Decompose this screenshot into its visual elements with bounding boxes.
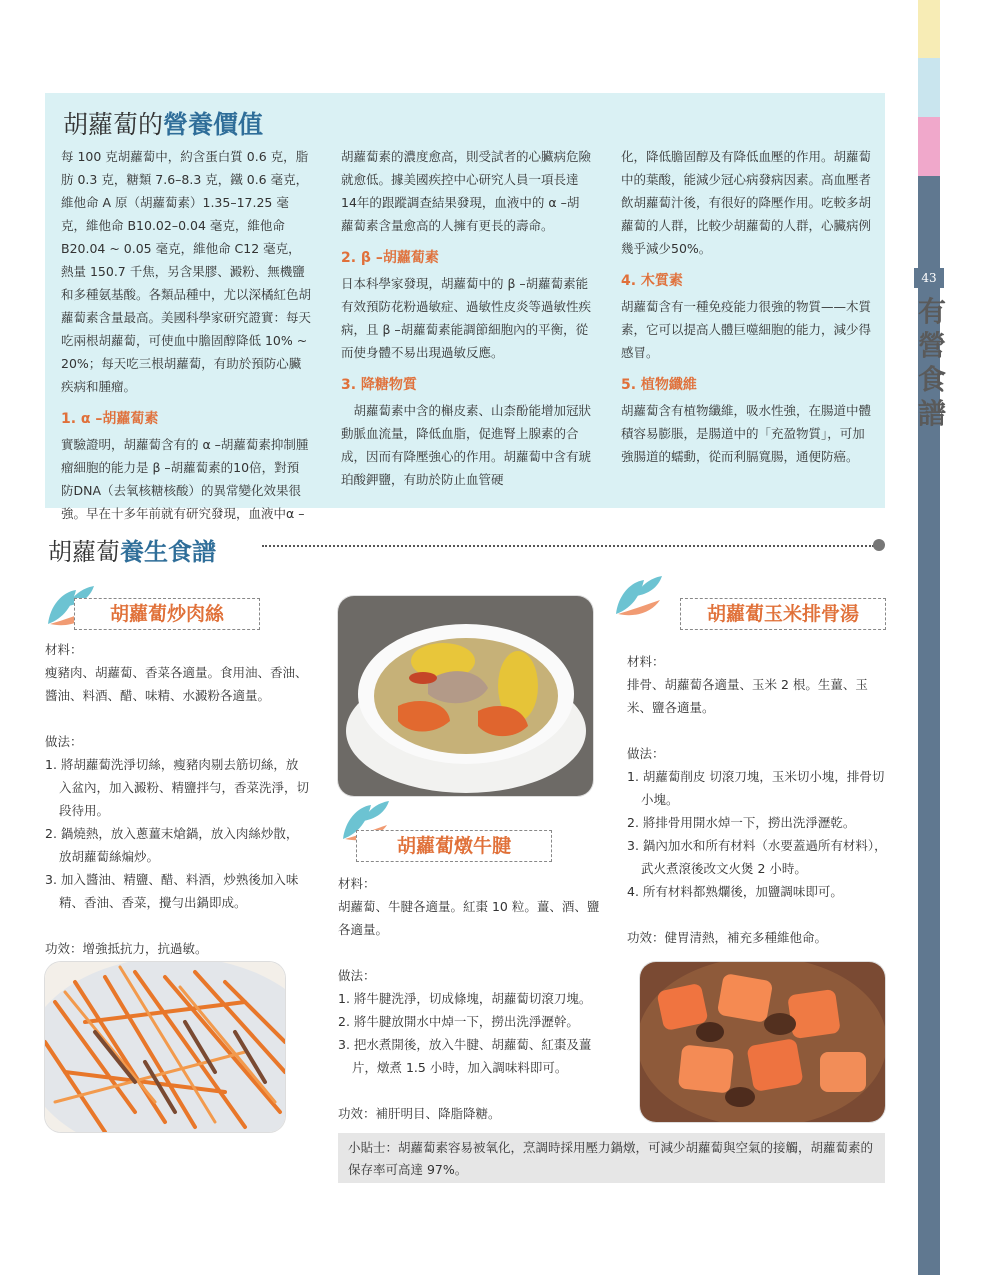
recipes-title-highlight: 養生食譜 — [120, 538, 216, 566]
step-item: 2. 鍋燒熱，放入蔥薑末熗鍋，放入肉絲炒散，放胡蘿蔔絲煸炒。 — [45, 826, 299, 864]
step-item: 1. 將牛腱洗淨，切成條塊，胡蘿蔔切滾刀塊。 — [338, 991, 592, 1006]
nutrition-column-2 — [341, 145, 591, 491]
effect-text: 功效：增強抵抗力，抗過敏。 — [45, 941, 208, 956]
tip-box — [338, 1133, 885, 1183]
step-item: 2. 將牛腱放開水中焯一下，撈出洗淨瀝幹。 — [338, 1014, 579, 1029]
paragraph-hypoglycemic-continued: 化，降低膽固醇及有降低血壓的作用。胡蘿蔔中的葉酸，能減少冠心病發病因素。高血壓者飲胡蘿蔔汁後，有很好的降壓作用。吃較多胡蘿蔔的人群，比較少胡蘿蔔的人群，心臟病例幾乎減少50%。 — [621, 149, 872, 256]
step-item: 1. 胡蘿蔔削皮 切滾刀塊，玉米切小塊，排骨切小塊。 — [627, 769, 885, 807]
step-item: 1. 將胡蘿蔔洗淨切絲，瘦豬肉剔去筋切絲，放入盆內，加入澱粉、精鹽拌勻，香菜洗淨，切段待用。 — [45, 757, 310, 818]
materials-label: 材料： — [338, 876, 376, 891]
recipe1-body — [45, 638, 310, 960]
photo-beef-carrot-stew — [640, 962, 885, 1122]
nutrition-panel — [45, 93, 885, 521]
vertical-section-title — [918, 295, 947, 431]
recipe3-body — [627, 650, 889, 949]
effect-text: 功效：補肝明目、降脂降糖。 — [338, 1106, 501, 1121]
dotted-divider — [262, 545, 874, 547]
color-tab-blue — [918, 58, 940, 117]
photo-corn-rib-soup — [338, 596, 593, 796]
vertical-title-char: 營 — [918, 329, 947, 362]
recipe-title-beef-shank: 胡蘿蔔燉牛腱 — [356, 830, 552, 862]
paragraph-fiber: 胡蘿蔔含有植物纖維，吸水性強，在腸道中體積容易膨脹，是腸道中的「充盈物質」，可加強腸道的蠕動，從而利膈寬腸，通便防癌。 — [621, 403, 872, 464]
color-tab-pink — [918, 117, 940, 176]
leaf-icon — [608, 570, 668, 620]
step-item: 3. 加入醬油、精鹽、醋、料酒，炒熟後加入味精、香油、香菜，攪勻出鍋即成。 — [45, 872, 299, 910]
paragraph-beta-carotene: 日本科學家發現，胡蘿蔔中的 β –胡蘿蔔素能有效預防花粉過敏症、過敏性皮炎等過敏性疾病，且 β –胡蘿蔔素能調節細胞內的平衡，從而使身體不易出現過敏反應。 — [341, 276, 592, 360]
effect-text: 功效：健胃清熱，補充多種維他命。 — [627, 930, 828, 945]
materials-text: 胡蘿蔔、牛腱各適量。紅棗 10 粒。薑、酒、鹽各適量。 — [338, 899, 600, 937]
materials-text: 排骨、胡蘿蔔各適量、玉米 2 根。生薑、玉米、鹽各適量。 — [627, 677, 868, 715]
vertical-title-char: 食 — [918, 363, 947, 396]
tip-text: 小貼士：胡蘿蔔素容易被氧化，烹調時採用壓力鍋燉，可減少胡蘿蔔與空氣的接觸，胡蘿蔔素的保存率可高達 97%。 — [348, 1140, 874, 1177]
subheading-hypoglycemic: 3. 降糖物質 — [341, 377, 417, 393]
paragraph-alpha-continued: 胡蘿蔔素的濃度愈高，則受試者的心臟病危險就愈低。據美國疾控中心研究人員一項長達14年的跟蹤調查結果發現，血液中的 α –胡蘿蔔素含量愈高的人擁有更長的壽命。 — [341, 149, 592, 233]
subheading-lignin: 4. 木質素 — [621, 273, 683, 289]
recipes-section-title — [48, 532, 216, 567]
photo-shredded-carrot-pork — [45, 962, 285, 1132]
materials-text: 瘦豬肉、胡蘿蔔、香菜各適量。食用油、香油、醬油、料酒、醋、味精、水澱粉各適量。 — [45, 665, 308, 703]
subheading-beta-carotene: 2. β –胡蘿蔔素 — [341, 250, 439, 266]
recipes-title-prefix: 胡蘿蔔 — [48, 538, 120, 566]
paragraph-alpha-carotene: 實驗證明，胡蘿蔔含有的 α –胡蘿蔔素抑制腫瘤細胞的能力是 β –胡蘿蔔素的10倍，對預防DNA（去氧核糖核酸）的異常變化效果很強。早在十多年前就有研究發現，血液中α – — [61, 437, 309, 521]
paragraph-lignin: 胡蘿蔔含有一種免疫能力很強的物質——木質素，它可以提高人體巨噬細胞的能力，減少得感冒。 — [621, 299, 872, 360]
vertical-title-char: 譜 — [918, 397, 947, 430]
nutrition-title-highlight: 營養價值 — [163, 110, 264, 139]
recipe2-body — [338, 872, 600, 1125]
method-label: 做法： — [627, 746, 665, 761]
nutrition-title — [63, 105, 263, 141]
step-item: 4. 所有材料都熟爛後，加鹽調味即可。 — [627, 884, 843, 899]
nutrition-intro: 每 100 克胡蘿蔔中，約含蛋白質 0.6 克，脂肪 0.3 克，糖類 7.6–8.3 克，鐵 0.6 毫克，維他命 A 原（胡蘿蔔素）1.35–17.25 毫克，維他命 B10.02–0.04 毫克，維他命 B20.04 ~ 0.05 毫克，維他命 C12 毫克，熱量 150.7 千焦，另含果膠、澱粉、無機鹽和多種氨基酸。各類品種中，尤以深橘紅色胡蘿蔔素含量最高。美國科學家研究證實：每天吃兩根胡蘿蔔，可使血中膽固醇降低 10% ~ 20%；每天吃三根胡蘿蔔，有助於預防心臟疾病和腫瘤。 — [61, 149, 312, 394]
color-tab-yellow — [918, 0, 940, 58]
step-item: 3. 把水煮開後，放入牛腱、胡蘿蔔、紅棗及薑片，燉煮 1.5 小時，加入調味料即可。 — [338, 1037, 592, 1075]
vertical-title-char: 有 — [918, 295, 947, 328]
paragraph-hypoglycemic: 胡蘿蔔素中含的槲皮素、山柰酚能增加冠狀動脈血流量，降低血脂，促進腎上腺素的合成，因而有降壓強心的作用。胡蘿蔔中含有琥珀酸鉀鹽，有助於防止血管硬 — [341, 403, 592, 487]
method-label: 做法： — [338, 968, 376, 983]
subheading-alpha-carotene: 1. α –胡蘿蔔素 — [61, 411, 159, 427]
subheading-fiber: 5. 植物纖維 — [621, 377, 697, 393]
nutrition-column-3 — [621, 145, 871, 468]
materials-label: 材料： — [627, 654, 665, 669]
materials-label: 材料： — [45, 642, 83, 657]
step-item: 2. 將排骨用開水焯一下，撈出洗淨瀝乾。 — [627, 815, 856, 830]
recipe-title-corn-rib-soup: 胡蘿蔔玉米排骨湯 — [680, 598, 886, 630]
recipe-title-stir-fry: 胡蘿蔔炒肉絲 — [74, 598, 260, 630]
method-label: 做法： — [45, 734, 83, 749]
step-item: 3. 鍋內加水和所有材料（水要蓋過所有材料），武火煮滾後改文火煲 2 小時。 — [627, 838, 887, 876]
divider-dot — [873, 539, 885, 551]
page-number: 43 — [914, 268, 944, 288]
nutrition-title-prefix: 胡蘿蔔的 — [63, 110, 164, 139]
nutrition-column-1 — [61, 145, 311, 525]
